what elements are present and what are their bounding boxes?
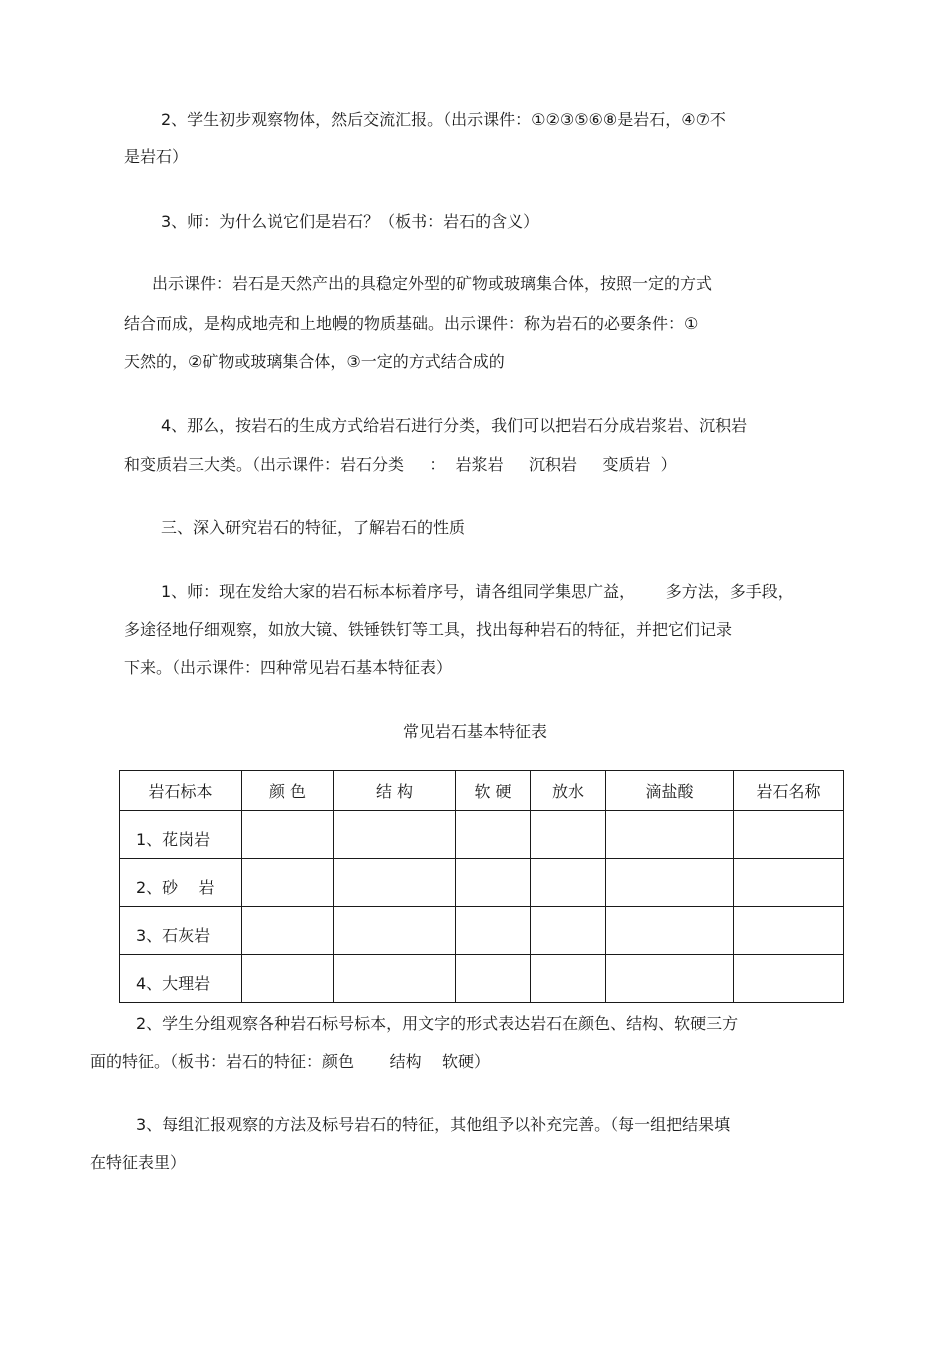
table-cell — [531, 907, 606, 955]
paragraph-3-line-3: 天然的，②矿物或玻璃集合体，③一定的方式结合成的 — [124, 352, 505, 371]
table-cell — [334, 811, 456, 859]
paragraph-3-line-1: 出示课件：岩石是天然产出的具稳定外型的矿物或玻璃集合体，按照一定的方式 — [152, 274, 713, 293]
header-cell: 岩石名称 — [734, 771, 844, 811]
table-caption: 常见岩石基本特征表 — [402, 722, 547, 741]
section-heading: 三、深入研究岩石的特征，了解岩石的性质 — [161, 518, 466, 537]
table-cell — [606, 955, 734, 1003]
paragraph-5-line-2: 多途径地仔细观察，如放大镜、铁锤铁钉等工具，找出每种岩石的特征，并把它们记录 — [124, 620, 733, 639]
header-cell: 放水 — [531, 771, 606, 811]
paragraph-2-line-1: 3、师：为什么说它们是岩石？（板书：岩石的含义） — [161, 212, 540, 231]
header-cell: 软 硬 — [456, 771, 531, 811]
table-row — [120, 859, 844, 907]
table-cell: 2、砂 岩 — [120, 859, 242, 907]
table-cell: 1、花岗岩 — [120, 811, 242, 859]
table-cell — [242, 811, 334, 859]
paragraph-4-line-2: 和变质岩三大类。（出示课件：岩石分类 ： 岩浆岩 沉积岩 变质岩 ） — [124, 455, 677, 474]
table-row — [120, 811, 844, 859]
table-row — [120, 955, 844, 1003]
table-cell — [456, 811, 531, 859]
table-cell — [606, 811, 734, 859]
paragraph-6-line-1: 2、学生分组观察各种岩石标号标本，用文字的形式表达岩石在颜色、结构、软硬三方 — [136, 1014, 739, 1033]
table-cell: 3、石灰岩 — [120, 907, 242, 955]
table-cell — [606, 859, 734, 907]
paragraph-4-line-1: 4、那么，按岩石的生成方式给岩石进行分类，我们可以把岩石分成岩浆岩、沉积岩 — [161, 416, 748, 435]
table-cell — [456, 859, 531, 907]
table-cell — [242, 955, 334, 1003]
paragraph-6-line-2: 面的特征。（板书：岩石的特征：颜色 结构 软硬） — [90, 1052, 490, 1071]
table-cell — [334, 955, 456, 1003]
header-cell: 岩石标本 — [120, 771, 242, 811]
table-cell — [334, 859, 456, 907]
paragraph-7-line-1: 3、每组汇报观察的方法及标号岩石的特征，其他组予以补充完善。（每一组把结果填 — [136, 1115, 731, 1134]
table-cell — [242, 907, 334, 955]
paragraph-5-line-1: 1、师：现在发给大家的岩石标本标着序号，请各组同学集思广益， 多方法，多手段， — [161, 582, 794, 601]
table-cell — [531, 859, 606, 907]
table-cell — [531, 955, 606, 1003]
header-cell: 滴盐酸 — [606, 771, 734, 811]
header-cell: 结 构 — [334, 771, 456, 811]
table-cell: 4、大理岩 — [120, 955, 242, 1003]
table-cell — [734, 859, 844, 907]
paragraph-1-line-1: 2、学生初步观察物体，然后交流汇报。（出示课件：①②③⑤⑥⑧是岩石，④⑦不 — [161, 110, 726, 129]
table-cell — [734, 955, 844, 1003]
table-header-row — [120, 771, 844, 811]
table-cell — [734, 907, 844, 955]
table-cell — [531, 811, 606, 859]
table-cell — [456, 907, 531, 955]
table-cell — [606, 907, 734, 955]
paragraph-3-line-2: 结合而成，是构成地壳和上地幔的物质基础。出示课件：称为岩石的必要条件：① — [124, 314, 699, 333]
rock-features-table — [119, 770, 844, 1003]
table-cell — [334, 907, 456, 955]
paragraph-5-line-3: 下来。（出示课件：四种常见岩石基本特征表） — [124, 658, 453, 677]
table-row — [120, 907, 844, 955]
table-cell — [734, 811, 844, 859]
table-cell — [456, 955, 531, 1003]
header-cell: 颜 色 — [242, 771, 334, 811]
paragraph-7-line-2: 在特征表里） — [90, 1153, 187, 1172]
paragraph-1-line-2: 是岩石） — [124, 147, 189, 166]
table-cell — [242, 859, 334, 907]
